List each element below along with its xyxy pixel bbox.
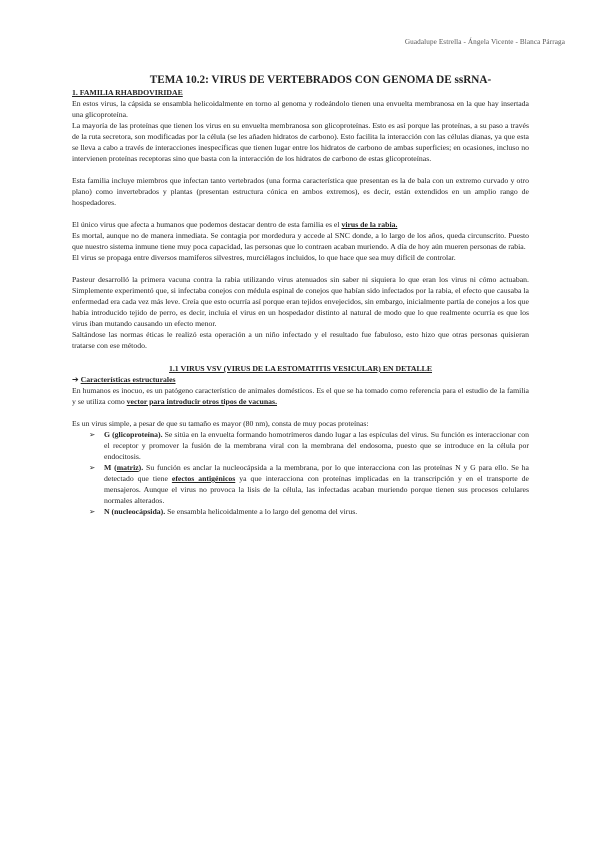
paragraph — [72, 219, 529, 230]
protein-text: Se sitúa en la envuelta formando homotrímeros dando lugar a las espículas del virus. Su función es interaccionar con el receptor y promover la fusión de la membrana viral con la membrana del endosoma, puesto que se introduce en la célula por endocitosis. — [104, 430, 529, 461]
paragraph: La mayoría de las proteínas que tienen los virus en su envuelta membranosa son glicoproteínas. Esto es así porque las proteínas, a su paso a través de la ruta secretora, son modificadas por la célula (se les añaden hidratos de carbono). Esto facilita la interacción con las células dianas, ya que esta se lleva a cabo a través de interacciones inespecíficas que tienen lugar entre los hidratos de carbono de ambas superficies; en ocasiones, incluso no intervienen proteínas receptoras sino que basta con la interacción de los hidratos de carbono de estas glicoproteínas. — [72, 121, 529, 163]
text-run: El único virus que afecta a humanos que podemos destacar dentro de esta familia es el — [72, 220, 342, 229]
protein-name — [104, 463, 143, 472]
text-run: M ( — [104, 463, 117, 472]
subheading-label: Características estructurales — [80, 375, 176, 384]
arrowhead-bullet-icon: ➢ — [89, 430, 96, 439]
paragraph: Esta familia incluye miembros que infectan tanto vertebrados (una forma característica que presentan es la de bala con un extremo curvado y otro plano) como invertebrados y plantas (presentan estructura cónica en ambos extremos), es decir, están extendidos en un amplio rango de hospedadores. — [72, 176, 529, 207]
protein-text: Su función es anclar la nucleocápsida a la membrana, por lo que interacciona con las proteínas N y G para ello. Se ha detectado que tiene — [104, 463, 529, 483]
paragraph — [72, 385, 529, 407]
vector-highlight: vector para introducir otros tipos de vacunas. — [126, 397, 278, 406]
paragraph: Es mortal, aunque no de manera inmediata. Se contagia por mordedura y accede al SNC donde, a lo largo de los años, queda circunscrito. Puesto que nuestro sistema inmune tiene muy poca capacidad, las personas que lo contraen acaban muriendo. A día de hoy aún mueren personas de rabia. — [72, 231, 529, 251]
subheading-structural — [72, 374, 529, 385]
paragraph: Saltándose las normas éticas le realizó esta operación a un niño infectado y el resultado fue fabuloso, esto hizo que otras personas quisieran tratarse con ese método. — [72, 330, 529, 350]
arrowhead-bullet-icon: ➢ — [89, 507, 96, 516]
section-heading-vsv: 1.1 VIRUS VSV (VIRUS DE LA ESTOMATITIS VESICULAR) EN DETALLE — [168, 364, 432, 373]
arrowhead-bullet-icon: ➢ — [89, 463, 96, 472]
antigenic-highlight: efectos antigénicos — [171, 474, 236, 483]
section-heading-rhabdoviridae: 1. FAMILIA RHABDOVIRIDAE — [72, 88, 183, 97]
protein-name: G (glicoproteína). — [104, 430, 163, 439]
list-item — [72, 506, 529, 517]
text-run: En humanos es inocuo, es un patógeno característico de animales domésticos. Es el que se ha tomado como referencia para el estudio de la familia y se utiliza como — [72, 386, 529, 406]
right-arrow-icon: ➔ — [72, 375, 79, 384]
rabies-highlight: virus de la rabia. — [341, 220, 398, 229]
document-body — [72, 73, 529, 517]
protein-text: Se ensambla helicoidalmente a lo largo del genoma del virus. — [165, 507, 358, 516]
paragraph: Pasteur desarrolló la primera vacuna contra la rabia utilizando virus atenuados sin saber ni siquiera lo que eran los virus ni cómo actuaban. Simplemente experimentó que, si infectaba conejos con médula espinal de conejos que habían sido infectados por la rabia, el efecto que causaba la enfermedad era cada vez más leve. Creía que esto ocurría así porque eran tejidos envejecidos, sin embargo, inicialmente partía de conejos a los que había introducido tejido de perro, es decir, incluía el virus en un hospedador distinto al natural de modo que lo que realmente ocurría es que los virus iban mutando causando un efecto menor. — [72, 275, 529, 328]
protein-list — [72, 429, 529, 517]
page-header-authors: Guadalupe Estrella - Ángela Vicente - Blanca Párraga — [404, 38, 565, 46]
document-title: TEMA 10.2: VIRUS DE VERTEBRADOS CON GENOMA DE ssRNA- — [149, 74, 492, 86]
text-run: matriz — [116, 463, 139, 472]
list-item — [72, 462, 529, 506]
paragraph: Es un virus simple, a pesar de que su tamaño es mayor (80 nm), consta de muy pocas proteínas: — [72, 419, 369, 428]
protein-name: N (nucleocápsida). — [104, 507, 166, 516]
list-item — [72, 429, 529, 462]
paragraph: En estos virus, la cápsida se ensambla helicoidalmente en torno al genoma y rodeándolo tienen una envuelta membranosa en la que hay insertada una glicoproteína. — [72, 99, 529, 119]
protein-text: ya que interacciona con proteínas implicadas en la transcripción y en el transporte de mensajeros. Aunque el virus no provoca la lisis de la célula, las infectadas acaban muriendo porque tienen sus procesos celulares normales alterados. — [104, 474, 529, 505]
paragraph: El virus se propaga entre diversos mamíferos silvestres, murciélagos incluidos, lo que hace que sea muy difícil de controlar. — [72, 253, 456, 262]
text-run: ). — [138, 463, 144, 472]
